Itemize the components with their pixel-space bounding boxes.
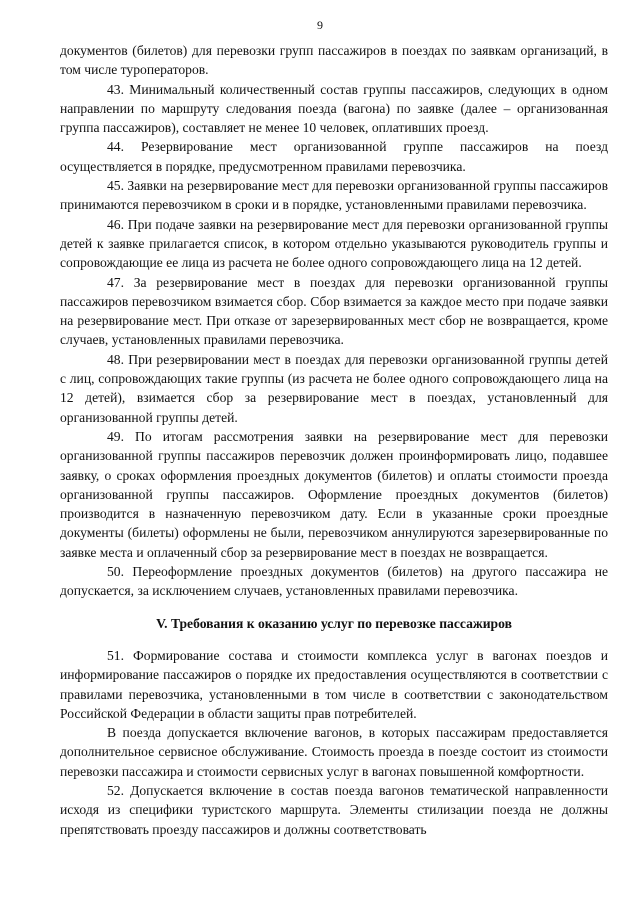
paragraph-46: 46. При подаче заявки на резервирование мест для перевозки организованной группы детей к заявке прилагается список, в котором отдельно указываются руководитель группы и сопровождающие ее лица из расчета не более одного сопровождающего лица на 12 детей. — [60, 216, 608, 271]
paragraph-51-continued: В поезда допускается включение вагонов, в которых пассажирам предоставляется дополнительное сервисное обслуживание. Стоимость проезда в поезде состоит из стоимости перевозки пассажира и стоимости сервисных услуг в вагонах повышенной комфортности. — [60, 725, 608, 779]
paragraph-49: 49. По итогам рассмотрения заявки на резервирование мест для перевозки организованной группы пассажиров перевозчик должен проинформировать лицо, подавшее заявку, о сроках оформления проездных документов (билетов) и оплаты стоимости проезда организованной группы пассажиров. Оформление проездных документов (билетов) производится в назначенную перевозчиком дату. Если в указанные сроки проездные документы (билеты) оформлены не были, перевозчиком аннулируются зарезервированные по заявке места и оплаченный сбор за резервирование мест в поездах не возвращается. — [60, 428, 608, 560]
paragraph-50: 50. Переоформление проездных документов (билетов) на другого пассажира не допускается, за исключением случаев, установленных правилами перевозчика. — [60, 564, 608, 599]
paragraph-43: 43. Минимальный количественный состав группы пассажиров, следующих в одном направлении по маршруту следования поезда (вагона) по заявке (далее – организованная группа пассажиров), составляет не менее 10 человек, оплативших проезд. — [60, 81, 608, 136]
paragraph-44: 44. Резервирование мест организованной группе пассажиров на поезд осуществляется в порядке, предусмотренном правилами перевозчика. — [60, 139, 608, 174]
section-heading: V. Требования к оказанию услуг по перевозке пассажиров — [156, 615, 512, 631]
paragraph-continuation: документов (билетов) для перевозки групп пассажиров в поездах по заявкам организаций, в том числе туроператоров. — [60, 43, 608, 78]
paragraph-45: 45. Заявки на резервирование мест для перевозки организованной группы пассажиров принимаются перевозчиком в сроки и в порядке, установленными правилами перевозчика. — [60, 178, 608, 213]
paragraph-52: 52. Допускается включение в состав поезда вагонов тематической направленности исходя из специфики туристского маршрута. Элементы стилизации поезда не должны препятствовать проезду пассажиров и должны соответствовать — [60, 782, 608, 837]
page-number: 9 — [317, 18, 323, 32]
paragraph-47: 47. За резервирование мест в поездах для перевозки организованной группы пассажиров перевозчиком взимается сбор. Сбор взимается за каждое место при подаче заявки на резервирование мест. При отказе от зарезервированных мест сбор не возвращается, кроме случаев, установленных правилами перевозчика. — [60, 274, 608, 348]
document-body — [60, 41, 608, 839]
paragraph-51: 51. Формирование состава и стоимости комплекса услуг в вагонах поездов и информирование пассажиров о порядке их предоставления осуществляются в соответствии с правилами перевозчика, установленными в том числе в соответствии с законодательством Российской Федерации в области защиты прав потребителей. — [60, 647, 608, 721]
paragraph-48: 48. При резервировании мест в поездах для перевозки организованной группы детей с лиц, сопровождающих такие группы (из расчета не более одного сопровождающего лица на 12 детей), взимается сбор за резервирование мест в поездах, установленный для организованной группы детей. — [60, 351, 608, 425]
